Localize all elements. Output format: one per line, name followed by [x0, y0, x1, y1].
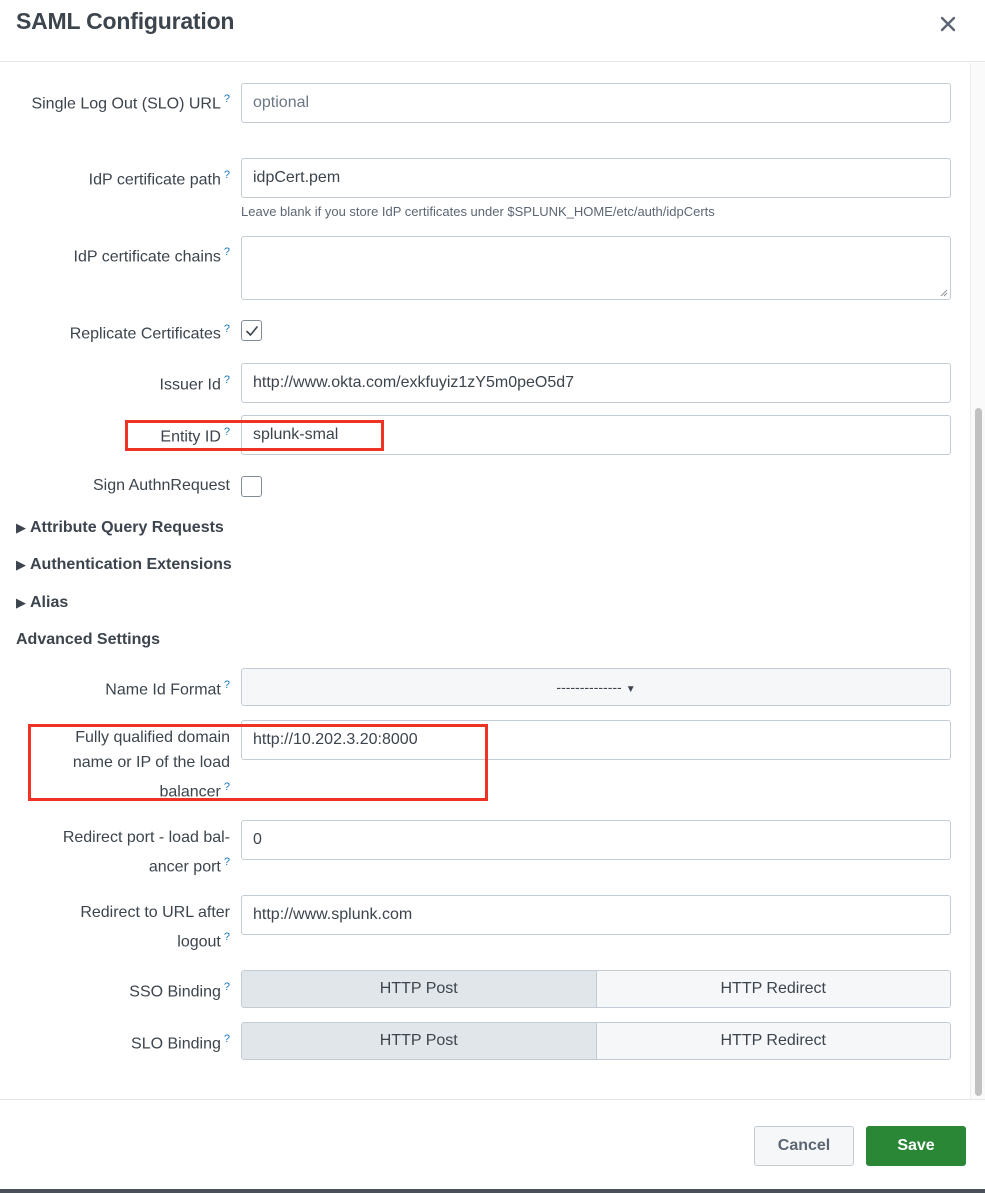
redirect-url-label-line: Redirect to URL after — [80, 904, 230, 921]
replicate-certs-checkbox[interactable] — [241, 320, 262, 341]
slo-url-input[interactable]: optional — [241, 83, 951, 123]
sso-binding-label — [20, 975, 230, 1004]
replicate-certs-label-text: Replicate Certificates — [69, 325, 221, 343]
redirect-url-label-line: logout — [177, 933, 221, 951]
idp-cert-chains-label-text: IdP certificate chains — [73, 248, 221, 266]
slo-binding-http-post[interactable]: HTTP Post — [242, 1023, 597, 1059]
slo-url-label — [20, 87, 230, 116]
section-label: Attribute Query Requests — [30, 519, 224, 536]
help-icon[interactable]: ? — [223, 679, 230, 691]
help-icon[interactable]: ? — [223, 1033, 230, 1045]
sso-binding-toggle — [241, 970, 951, 1008]
fqdn-label-line: name or IP of the load — [72, 754, 230, 771]
advanced-settings-heading: Advanced Settings — [16, 631, 161, 648]
dialog-body — [0, 63, 985, 1099]
expand-triangle-icon: ▶ — [16, 557, 26, 572]
checkmark-icon — [245, 324, 259, 338]
slo-binding-label — [20, 1027, 230, 1056]
expand-triangle-icon: ▶ — [16, 595, 26, 610]
redirect-port-label — [20, 825, 230, 879]
name-id-format-select[interactable] — [241, 668, 951, 706]
section-alias[interactable] — [16, 594, 68, 612]
scrollbar-thumb[interactable] — [975, 408, 982, 1096]
help-icon[interactable]: ? — [223, 374, 230, 386]
slo-url-label-text: Single Log Out (SLO) URL — [31, 95, 221, 113]
idp-cert-path-label-text: IdP certificate path — [88, 171, 221, 189]
entity-id-label-text: Entity ID — [160, 428, 221, 446]
name-id-format-value: -------------- — [556, 679, 622, 695]
issuer-id-input[interactable]: http://www.okta.com/exkfuyiz1zY5m0peO5d7 — [241, 363, 951, 403]
help-icon[interactable]: ? — [223, 781, 230, 793]
sign-authn-label — [20, 473, 230, 498]
close-button[interactable] — [937, 12, 959, 34]
fqdn-input[interactable]: http://10.202.3.20:8000 — [241, 720, 951, 760]
dialog-title: SAML Configuration — [16, 8, 235, 34]
idp-cert-chains-textarea[interactable] — [241, 236, 951, 300]
idp-cert-path-input[interactable]: idpCert.pem — [241, 158, 951, 198]
entity-id-label — [20, 420, 230, 449]
slo-binding-http-redirect[interactable]: HTTP Redirect — [597, 1023, 951, 1059]
redirect-port-input[interactable]: 0 — [241, 820, 951, 860]
bottom-edge-bar — [0, 1189, 985, 1193]
help-icon[interactable]: ? — [223, 856, 230, 868]
redirect-port-label-line: Redirect port - load bal- — [62, 829, 230, 846]
close-icon — [937, 12, 959, 34]
entity-id-input[interactable]: splunk-smal — [241, 415, 951, 455]
redirect-port-label-line: ancer port — [148, 858, 221, 876]
save-button[interactable]: Save — [866, 1126, 966, 1166]
cancel-button[interactable]: Cancel — [754, 1126, 854, 1166]
sign-authn-label-text: Sign AuthnRequest — [93, 477, 230, 494]
slo-binding-label-text: SLO Binding — [131, 1035, 221, 1053]
idp-cert-path-hint: Leave blank if you store IdP certificates under $SPLUNK_HOME/etc/auth/idpCerts — [241, 204, 715, 219]
help-icon[interactable]: ? — [223, 323, 230, 335]
fqdn-label — [20, 725, 230, 804]
dialog-header — [0, 0, 985, 62]
help-icon[interactable]: ? — [223, 981, 230, 993]
resize-grip-icon[interactable] — [940, 289, 948, 297]
help-icon[interactable]: ? — [223, 93, 230, 105]
fqdn-label-line: balancer — [159, 783, 221, 801]
section-label: Alias — [30, 594, 69, 611]
caret-down-icon: ▼ — [625, 684, 636, 695]
fqdn-label-line: Fully qualified domain — [75, 729, 230, 746]
name-id-format-label — [20, 673, 230, 702]
issuer-id-label-text: Issuer Id — [159, 376, 221, 394]
redirect-url-label — [20, 900, 230, 954]
section-label: Authentication Extensions — [30, 556, 232, 573]
sso-binding-label-text: SSO Binding — [129, 983, 221, 1001]
dialog-footer — [0, 1099, 985, 1189]
sso-binding-http-redirect[interactable]: HTTP Redirect — [597, 971, 951, 1007]
section-attribute-query-requests[interactable] — [16, 519, 224, 537]
help-icon[interactable]: ? — [223, 426, 230, 438]
section-authentication-extensions[interactable] — [16, 556, 232, 574]
slo-binding-toggle — [241, 1022, 951, 1060]
sign-authn-checkbox[interactable] — [241, 476, 262, 497]
help-icon[interactable]: ? — [223, 169, 230, 181]
help-icon[interactable]: ? — [223, 246, 230, 258]
help-icon[interactable]: ? — [223, 931, 230, 943]
idp-cert-path-label — [20, 163, 230, 192]
redirect-url-input[interactable]: http://www.splunk.com — [241, 895, 951, 935]
expand-triangle-icon: ▶ — [16, 520, 26, 535]
name-id-format-label-text: Name Id Format — [105, 681, 221, 699]
issuer-id-label — [20, 368, 230, 397]
replicate-certs-label — [20, 317, 230, 346]
idp-cert-chains-label — [20, 240, 230, 269]
sso-binding-http-post[interactable]: HTTP Post — [242, 971, 597, 1007]
